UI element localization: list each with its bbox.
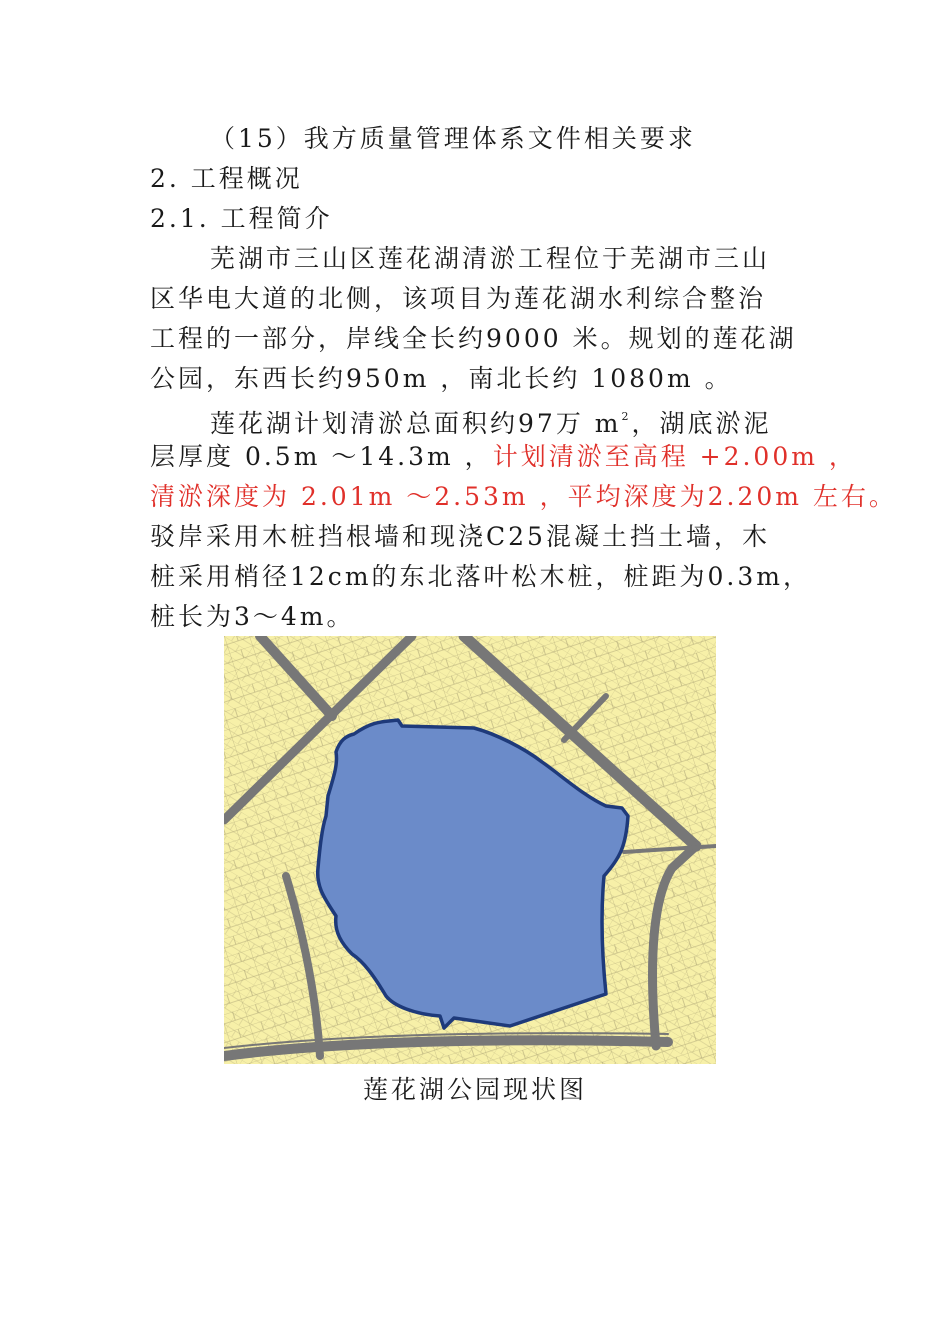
area-unit-superscript: 2: [621, 410, 632, 423]
area-text-tail: ，湖底淤泥: [631, 409, 772, 438]
lake-map-image: [224, 636, 716, 1064]
area-text: 莲花湖计划清淤总面积约97万 m: [210, 409, 622, 438]
section-heading-2: 2. 工程概况: [150, 164, 303, 193]
paragraph-1-line-4: 公园，东西长约950m ，南北长约 1080m 。: [150, 364, 733, 393]
paragraph-2-line-1: [210, 400, 771, 441]
paragraph-2-line-6: 桩长为3～4m。: [150, 602, 355, 631]
list-item-15: （15）我方质量管理体系文件相关要求: [210, 124, 696, 153]
paragraph-2-line-4: 驳岸采用木桩挡根墙和现浇C25混凝土挡土墙，木: [150, 522, 770, 551]
paragraph-1-line-3: 工程的一部分，岸线全长约9000 米。规划的莲花湖: [150, 324, 797, 353]
paragraph-2-line-2: [150, 440, 857, 474]
depth-highlight: 清淤深度为 2.01m ～2.53m ，平均深度为2.20m 左右。: [150, 482, 897, 511]
thickness-text: 层厚度 0.5m ～14.3m ，: [150, 442, 493, 471]
paragraph-2-line-5: 桩采用梢径12cm的东北落叶松木桩，桩距为0.3m，: [150, 562, 811, 591]
paragraph-1-line-2: 区华电大道的北侧，该项目为莲花湖水利综合整治: [150, 284, 767, 313]
lake-map-svg: [224, 636, 716, 1064]
section-heading-2-1: 2.1. 工程简介: [150, 204, 333, 233]
elevation-highlight: 计划清淤至高程 +2.00m ，: [492, 442, 857, 471]
paragraph-1-line-1: 芜湖市三山区莲花湖清淤工程位于芜湖市三山: [210, 244, 771, 273]
figure-caption: 莲花湖公园现状图: [362, 1075, 587, 1104]
